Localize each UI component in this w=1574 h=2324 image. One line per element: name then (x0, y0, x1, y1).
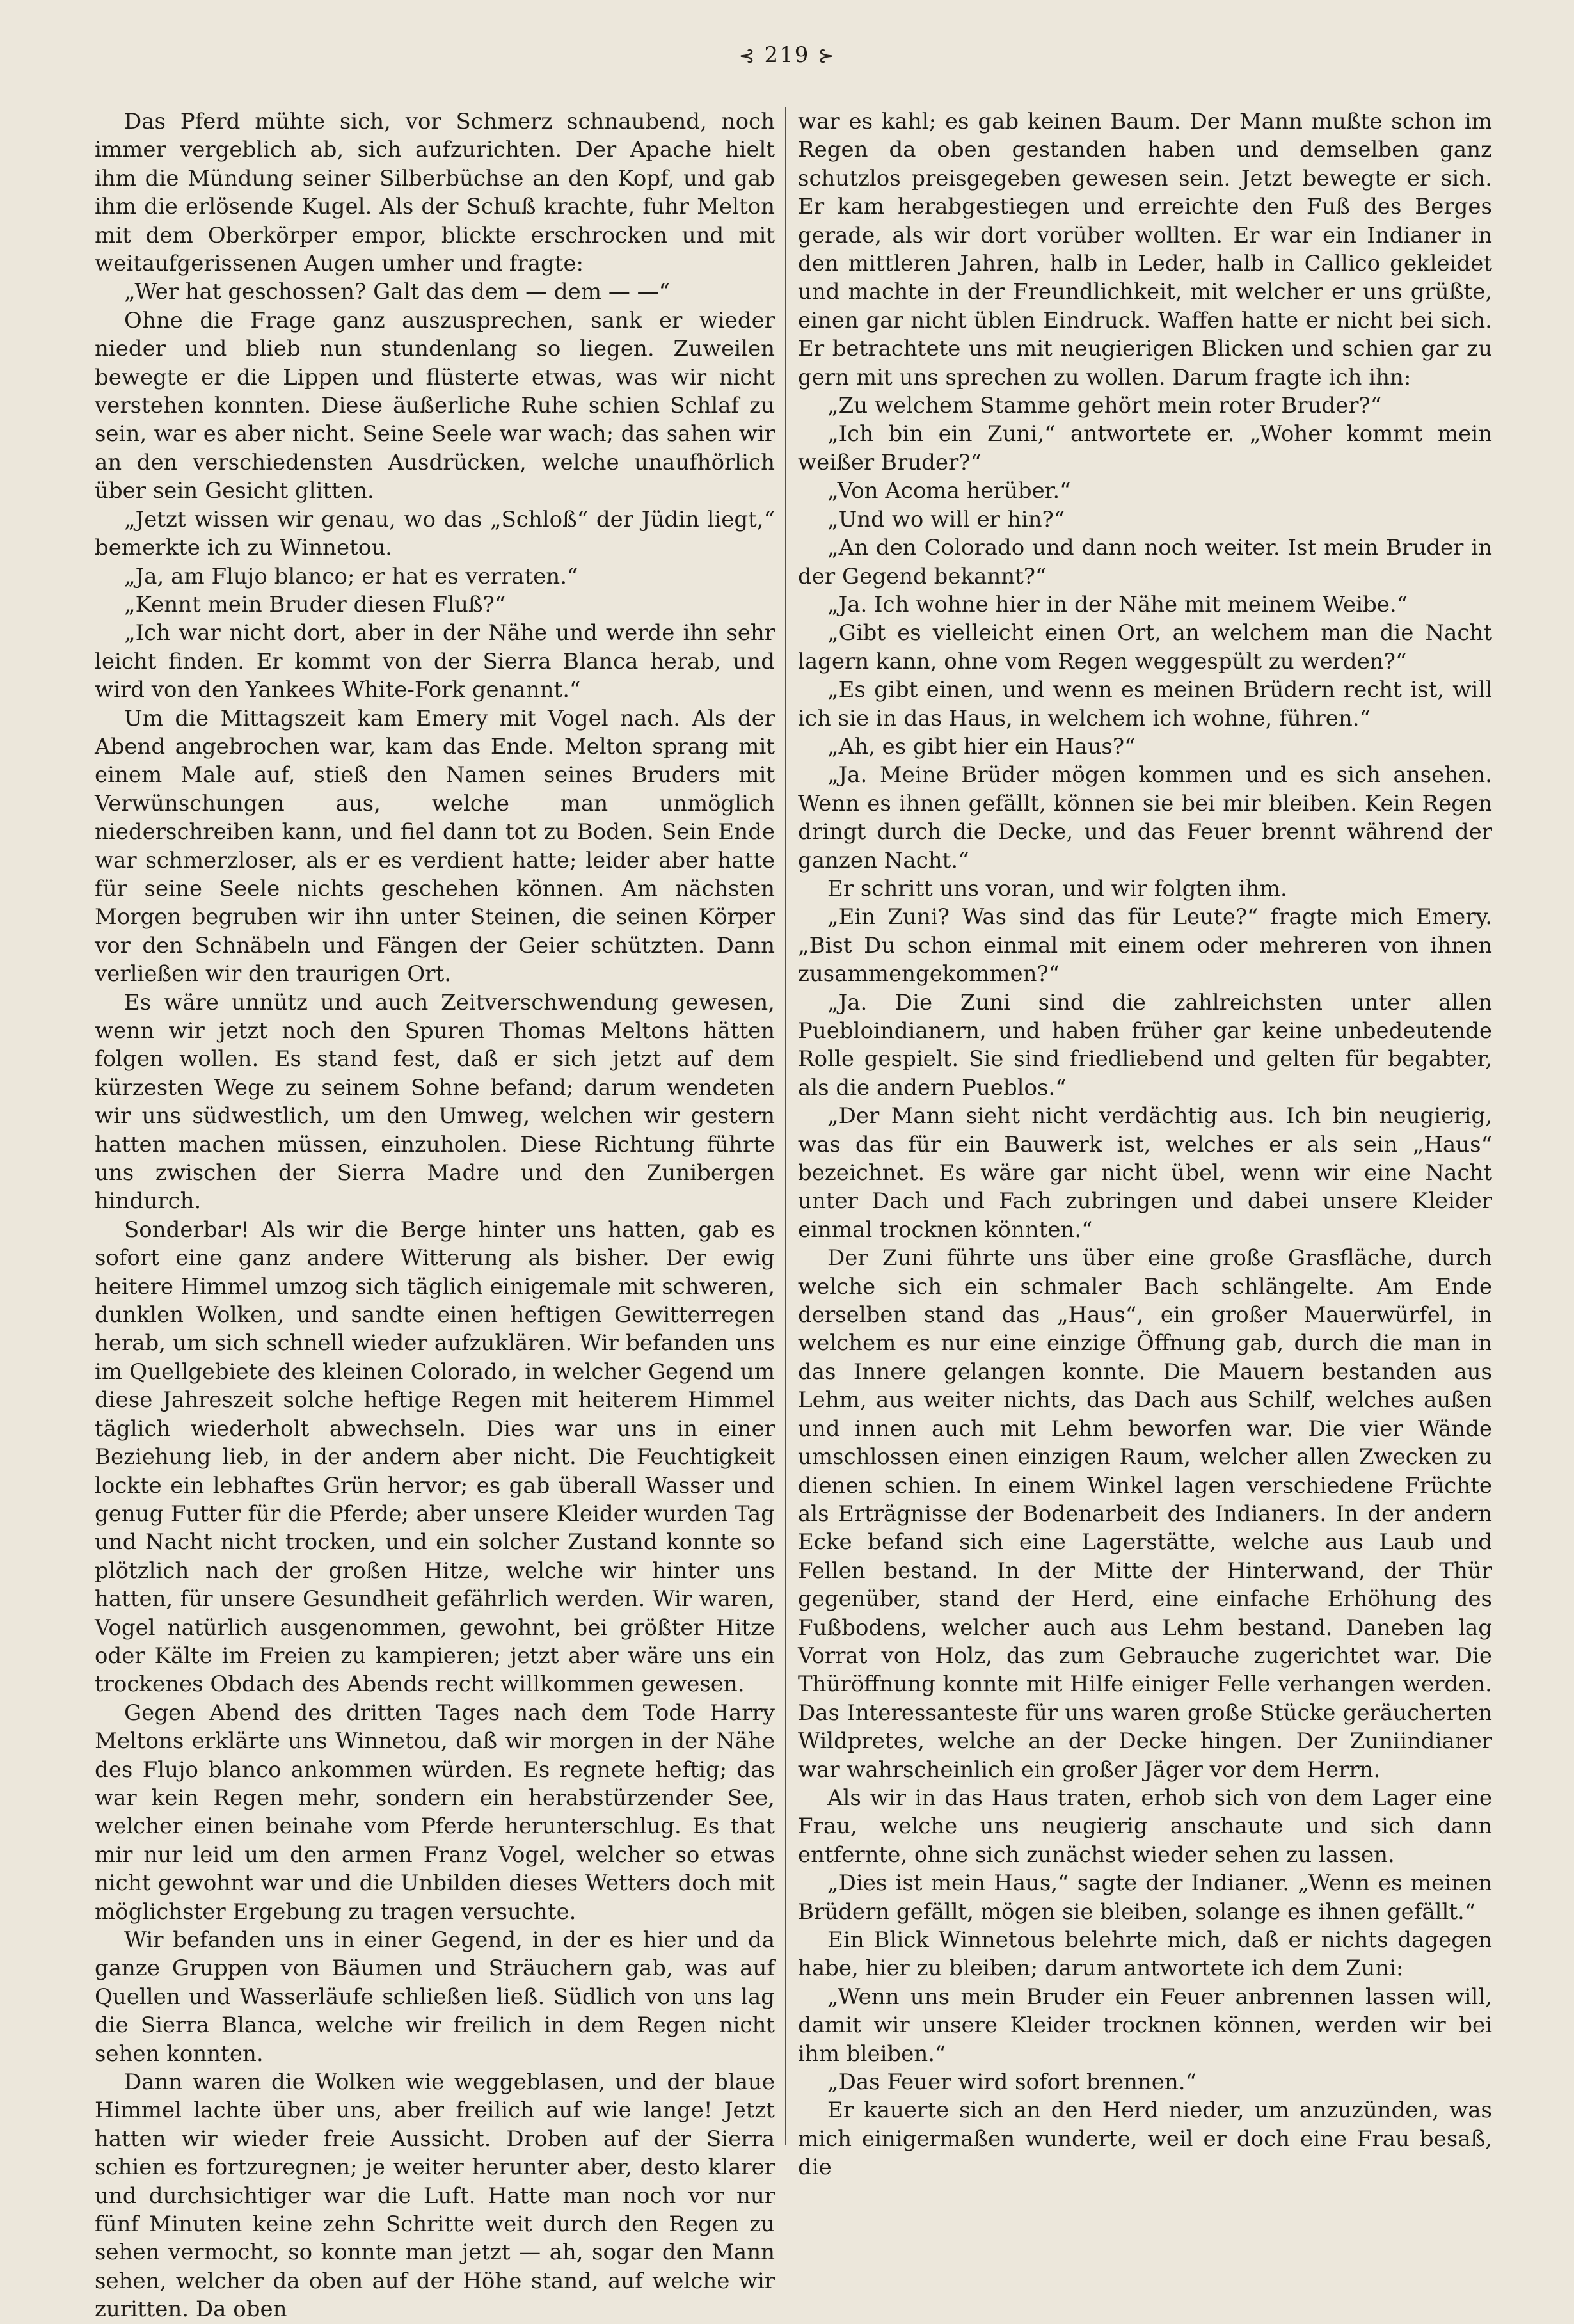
paragraph: „Ich bin ein Zuni,“ antwortete er. „Woher kommt mein weißer Bruder?“ (798, 421, 1492, 475)
paragraph: „Zu welchem Stamme gehört mein roter Bruder?“ (827, 393, 1382, 419)
paragraph: „Ein Zuni? Was sind das für Leute?“ fragte mich Emery. „Bist Du schon einmal mit einem oder mehreren von ihnen zusammengekommen?“ (798, 904, 1492, 987)
paragraph: „An den Colorado und dann noch weiter. Ist mein Bruder in der Gegend bekannt?“ (798, 535, 1492, 589)
paragraph: war es kahl; es gab keinen Baum. Der Mann mußte schon im Regen da oben gestanden haben und demselben ganz schutzlos preisgegeben gewesen sein. Jetzt bewegte er sich. Er kam herabgestiegen und erreichte den Fuß des Berges gerade, als wir dort vorüber wollten. Er war ein Indianer in den mittleren Jahren, halb in Leder, halb in Callico gekleidet und machte in der Freundlichkeit, mit welcher er uns grüßte, einen gar nicht üblen Eindruck. Waffen hatte er nicht bei sich. Er betrachtete uns mit neugierigen Blicken und schien gar zu gern mit uns sprechen zu wollen. Darum fragte ich ihn: (798, 109, 1492, 390)
ornament-left-icon: ⊰ (738, 45, 756, 67)
paragraph: „Kennt mein Bruder diesen Fluß?“ (124, 591, 506, 617)
paragraph: Er kauerte sich an den Herd nieder, um anzuzünden, was mich einigermaßen wunderte, weil er doch eine Frau besaß, die (798, 2097, 1492, 2181)
paragraph: „Es gibt einen, und wenn es meinen Brüdern recht ist, will ich sie in das Haus, in welchem ich wohne, führen.“ (798, 677, 1492, 731)
paragraph: Ein Blick Winnetous belehrte mich, daß er nichts dagegen habe, hier zu bleiben; darum antwortete ich dem Zuni: (798, 1927, 1492, 1982)
paragraph: „Von Acoma herüber.“ (827, 478, 1071, 504)
paragraph: Er schritt uns voran, und wir folgten ihm. (827, 875, 1287, 902)
paragraph: „Dies ist mein Haus,“ sagte der Indianer. „Wenn es meinen Brüdern gefällt, mögen sie bleiben, solange es ihnen gefällt.“ (798, 1870, 1492, 1925)
paragraph: „Das Feuer wird sofort brennen.“ (827, 2069, 1196, 2096)
paragraph: „Ja. Die Zuni sind die zahlreichsten unter allen Puebloindianern, und haben früher gar keine unbedeutende Rolle gespielt. Sie sind friedliebend und gelten für begabter, als die andern Pueblos.“ (798, 989, 1492, 1101)
paragraph: Ohne die Frage ganz auszusprechen, sank er wieder nieder und blieb nun stundenlang so liegen. Zuweilen bewegte er die Lippen und flüsterte etwas, was wir nicht verstehen konnten. Diese äußerliche Ruhe schien Schlaf zu sein, war es aber nicht. Seine Seele war wach; das sahen wir an den verschiedensten Ausdrücken, welche unaufhörlich über sein Gesicht glitten. (95, 307, 775, 504)
paragraph: Es wäre unnütz und auch Zeitverschwendung gewesen, wenn wir jetzt noch den Spuren Thomas Meltons hätten folgen wollen. Es stand fest, daß er sich jetzt auf dem kürzesten Wege zu seinem Sohne befand; darum wendeten wir uns südwestlich, um den Umweg, welchen wir gestern hatten machen müssen, einzuholen. Diese Richtung führte uns zwischen der Sierra Madre und den Zunibergen hindurch. (95, 989, 775, 1214)
paragraph: Dann waren die Wolken wie weggeblasen, und der blaue Himmel lachte über uns, aber freilich auf wie lange! Jetzt hatten wir wieder freie Aussicht. Droben auf der Sierra schien es fortzuregnen; je weiter herunter aber, desto klarer und durchsichtiger war die Luft. Hatte man noch vor nur fünf Minuten keine zehn Schritte weit durch den Regen zu sehen vermocht, so konnte man jetzt — ah, sogar den Mann sehen, welcher da oben auf der Höhe stand, auf welche wir zuritten. Da oben (95, 2069, 775, 2323)
page-number: 219 (764, 42, 810, 68)
paragraph: Das Pferd mühte sich, vor Schmerz schnaubend, noch immer vergeblich ab, sich aufzurichten. Der Apache hielt ihm die Mündung seiner Silberbüchse an den Kopf, und gab ihm die erlösende Kugel. Als der Schuß krachte, fuhr Melton mit dem Oberkörper empor, blickte erschrocken und mit weitaufgerissenen Augen umher und fragte: (95, 109, 775, 277)
paragraph: „Wer hat geschossen? Galt das dem — dem — —“ (124, 279, 671, 305)
column-divider (785, 107, 786, 2145)
paragraph: „Jetzt wissen wir genau, wo das „Schloß“ der Jüdin liegt,“ bemerkte ich zu Winnetou. (95, 506, 775, 561)
paragraph: „Ja, am Flujo blanco; er hat es verraten.“ (124, 563, 578, 589)
left-text-column (95, 107, 775, 2323)
paragraph: „Ja. Meine Brüder mögen kommen und es sich ansehen. Wenn es ihnen gefällt, können sie bei mir bleiben. Kein Regen dringt durch die Decke, und das Feuer brennt während der ganzen Nacht.“ (798, 762, 1492, 873)
paragraph: Als wir in das Haus traten, erhob sich von dem Lager eine Frau, welche uns neugierig anschaute und sich dann entfernte, ohne sich zunächst wieder sehen zu lassen. (798, 1785, 1492, 1868)
paragraph: Um die Mittagszeit kam Emery mit Vogel nach. Als der Abend angebrochen war, kam das Ende. Melton sprang mit einem Male auf, stieß den Namen seines Bruders mit Verwünschungen aus, welche man unmöglich niederschreiben kann, und fiel dann tot zu Boden. Sein Ende war schmerzloser, als er es verdient hatte; leider aber hatte für seine Seele nichts geschehen können. Am nächsten Morgen begruben wir ihn unter Steinen, die seinen Körper vor den Schnäbeln und Fängen der Geier schützten. Dann verließen wir den traurigen Ort. (95, 705, 775, 987)
paragraph: Gegen Abend des dritten Tages nach dem Tode Harry Meltons erklärte uns Winnetou, daß wir morgen in der Nähe des Flujo blanco ankommen würden. Es regnete heftig; das war kein Regen mehr, sondern ein herabstürzender See, welcher einen beinahe vom Pferde herunterschlug. Es that mir nur leid um den armen Franz Vogel, welcher so etwas nicht gewohnt war und die Unbilden dieses Wetters doch mit möglichster Ergebung zu tragen versuchte. (95, 1699, 775, 1925)
paragraph: Wir befanden uns in einer Gegend, in der es hier und da ganze Gruppen von Bäumen und Sträuchern gab, was auf Quellen und Wasserläufe schließen ließ. Südlich von uns lag die Sierra Blanca, welche wir freilich in dem Regen nicht sehen konnten. (95, 1927, 775, 2067)
paragraph: Sonderbar! Als wir die Berge hinter uns hatten, gab es sofort eine ganz andere Witterung als bisher. Der ewig heitere Himmel umzog sich täglich einigemale mit schweren, dunklen Wolken, und sandte einen heftigen Gewitterregen herab, um sich schnell wieder aufzuklären. Wir befanden uns im Quellgebiete des kleinen Colorado, in welcher Gegend um diese Jahreszeit solche heftige Regen mit heiterem Himmel täglich wiederholt abwechseln. Dies war uns in einer Beziehung lieb, in der andern aber nicht. Die Feuchtigkeit lockte ein lebhaftes Grün hervor; es gab überall Wasser und genug Futter für die Pferde; aber unsere Kleider wurden Tag und Nacht nicht trocken, und ein solcher Zustand konnte so plötzlich nach der großen Hitze, welche wir hinter uns hatten, für unsere Gesundheit gefährlich werden. Wir waren, Vogel natürlich ausgenommen, gewohnt, bei größter Hitze oder Kälte im Freien zu kampieren; jetzt aber wäre uns ein trockenes Obdach des Abends recht willkommen gewesen. (95, 1216, 775, 1698)
ornament-right-icon: ⊱ (818, 45, 836, 67)
paragraph: „Ich war nicht dort, aber in der Nähe und werde ihn sehr leicht finden. Er kommt von der Sierra Blanca herab, und wird von den Yankees White-Fork genannt.“ (95, 620, 775, 703)
page-header (0, 42, 1574, 68)
paragraph: Der Zuni führte uns über eine große Grasfläche, durch welche sich ein schmaler Bach schlängelte. Am Ende derselben stand das „Haus“, ein großer Mauerwürfel, in welchem es nur eine einzige Öffnung gab, durch die man in das Innere gelangen konnte. Die Mauern bestanden aus Lehm, aus weiter nichts, das Dach aus Schilf, welches außen und innen auch mit Lehm beworfen war. Die vier Wände umschlossen einen einzigen Raum, welcher allen Zwecken zu dienen schien. In einem Winkel lagen verschiedene Früchte als Erträgnisse der Bodenarbeit des Indianers. In der andern Ecke befand sich eine Lagerstätte, welche aus Laub und Fellen bestand. In der Mitte der Hinterwand, der Thür gegenüber, stand der Herd, eine einfache Erhöhung des Fußbodens, welcher auch aus Lehm bestand. Daneben lag Vorrat von Holz, das zum Gebrauche zugerichtet war. Die Thüröffnung konnte mit Hilfe einiger Felle verhangen werden. Das Interessanteste für uns waren große Stücke geräucherten Wildpretes, welche an der Decke hingen. Der Zuniindianer war wahrscheinlich ein großer Jäger vor dem Herrn. (798, 1245, 1492, 1783)
paragraph: „Wenn uns mein Bruder ein Feuer anbrennen lassen will, damit wir unsere Kleider trocknen können, werden wir bei ihm bleiben.“ (798, 1984, 1492, 2067)
paragraph: „Der Mann sieht nicht verdächtig aus. Ich bin neugierig, was das für ein Bauwerk ist, welches er als sein „Haus“ bezeichnet. Es wäre gar nicht übel, wenn wir eine Nacht unter Dach und Fach zubringen und dabei unsere Kleider einmal trocknen könnten.“ (798, 1103, 1492, 1243)
paragraph: „Ja. Ich wohne hier in der Nähe mit meinem Weibe.“ (827, 591, 1408, 617)
paragraph: „Ah, es gibt hier ein Haus?“ (827, 733, 1136, 760)
paragraph: „Und wo will er hin?“ (827, 506, 1065, 532)
right-text-column (798, 107, 1492, 2181)
paragraph: „Gibt es vielleicht einen Ort, an welchem man die Nacht lagern kann, ohne vom Regen weggespült zu werden?“ (798, 620, 1492, 674)
